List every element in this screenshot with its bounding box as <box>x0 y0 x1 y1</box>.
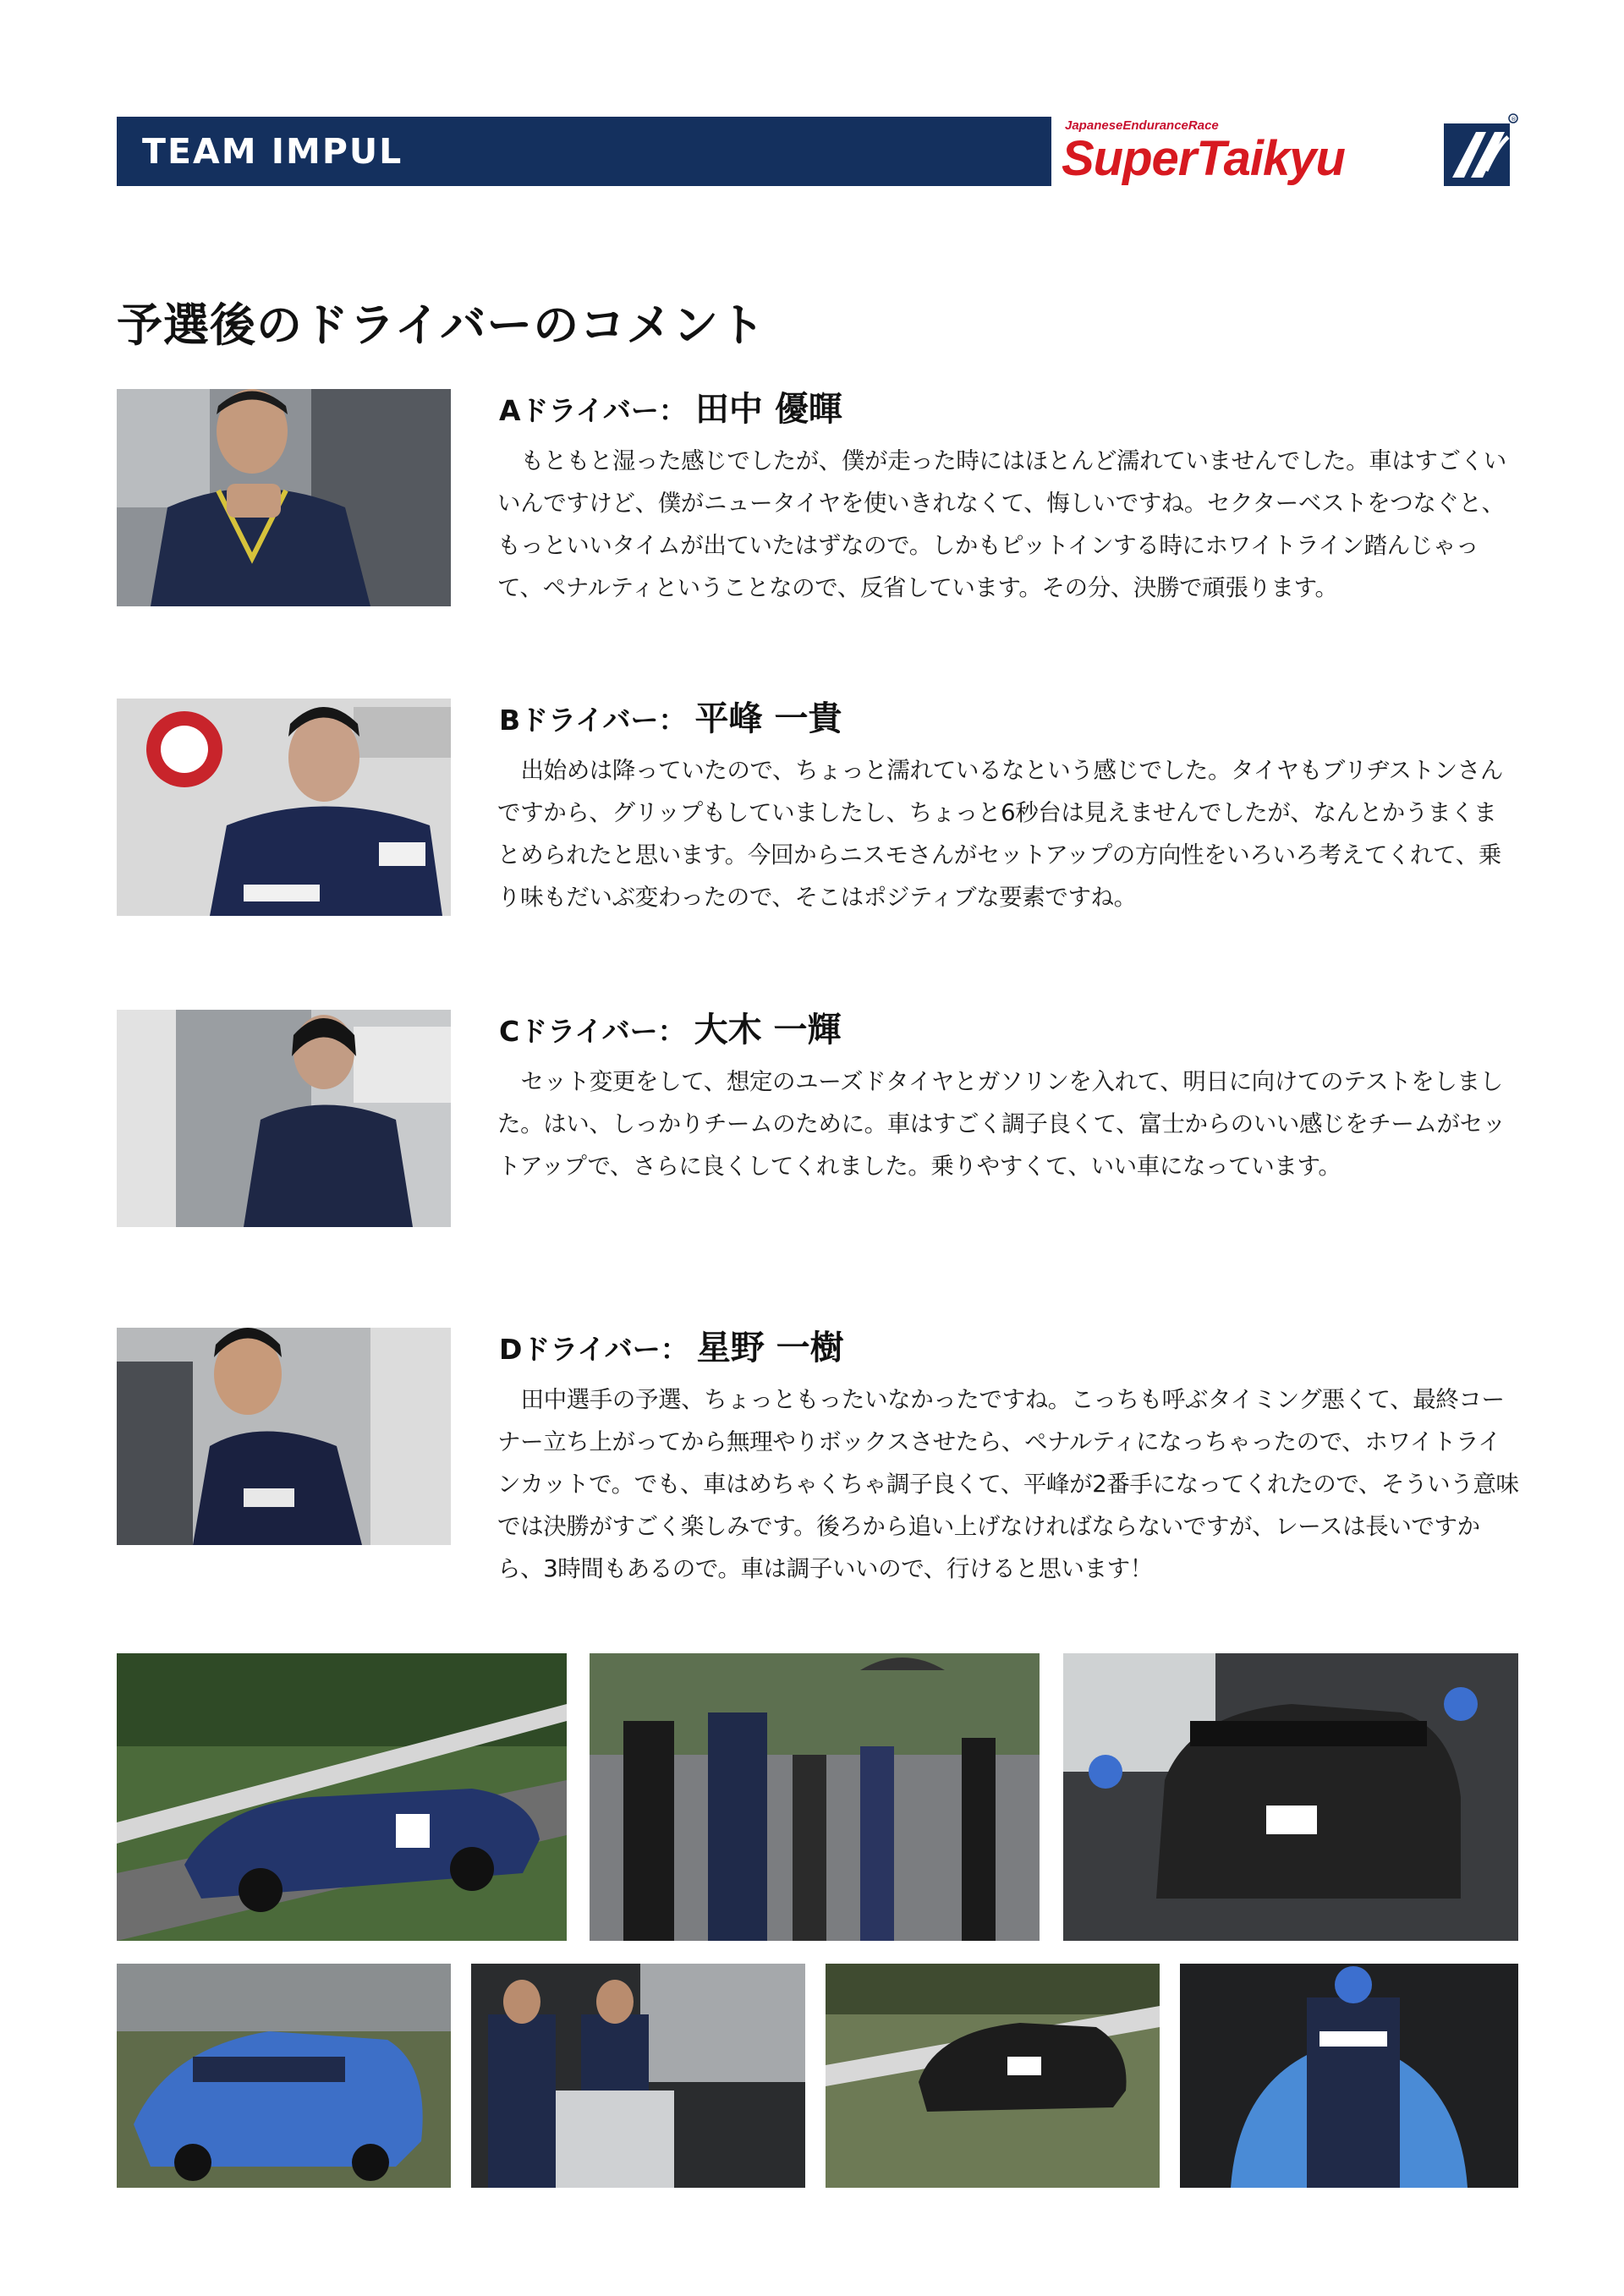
logo-subtitle: JapaneseEnduranceRace <box>1065 118 1219 133</box>
page-title: 予選後のドライバーのコメント <box>117 299 766 352</box>
gallery-photo-team-walk <box>590 1653 1040 1941</box>
logo-wordmark: SuperTaikyu <box>1062 131 1345 186</box>
gallery-photo-car-rear <box>826 1964 1160 2188</box>
driver-a-comment: もともと湿った感じでしたが、僕が走った時にはほとんど濡れていませんでした。車はすごくいいんですけど、僕がニュータイヤを使いきれなくて、悔しいですね。セクターベストをつなぐと、もっといいタイムが出ていたはずなので。しかもピットインする時にホワイトライン踏んじゃって、ペナルティということなので、反省しています。その分、決勝で頑張ります。 <box>497 447 1506 601</box>
registered-mark: ® <box>1511 116 1517 123</box>
header-bar <box>117 117 1051 186</box>
driver-a-heading <box>499 382 842 430</box>
team-name: TEAM IMPUL <box>142 131 403 172</box>
driver-c-photo <box>117 1010 451 1227</box>
driver-b-label: Bドライバー： <box>499 704 687 737</box>
driver-b-name: 平峰 一貴 <box>694 699 842 738</box>
super-taikyu-logo <box>1062 112 1518 191</box>
driver-d-heading <box>499 1321 844 1369</box>
gallery-photo-drivers-pit <box>471 1964 805 2188</box>
driver-b-heading <box>499 692 842 740</box>
driver-c-name: 大木 一輝 <box>694 1011 842 1049</box>
logo-mark-icon <box>1442 112 1518 191</box>
driver-d-comment: 田中選手の予選、ちょっともったいなかったですね。こっちも呼ぶタイミング悪くて、最終コーナー立ち上がってから無理やりボックスさせたら、ペナルティになっちゃったので、ホワイトラインカットで。でも、車はめちゃくちゃ調子良くて、平峰が2番手になってくれたので、そういう意味では決勝がすごく楽しみです。後ろから追い上げなければならないですが、レースは長いですから、3時間もあるので。車は調子いいので、行けると思います！ <box>497 1386 1519 1582</box>
driver-c-heading <box>499 1003 842 1051</box>
driver-b-comment: 出始めは降っていたので、ちょっと濡れているなという感じでした。タイヤもブリヂストンさんですから、グリップもしていましたし、ちょっと6秒台は見えませんでしたが、なんとかうまくまとめられたと思います。今回からニスモさんがセットアップの方向性をいろいろ考えてくれて、乗り味もだいぶ変わったので、そこはポジティブな要素ですね。 <box>497 757 1503 911</box>
driver-d-label: Dドライバー： <box>499 1333 689 1366</box>
driver-d-name: 星野 一樹 <box>696 1329 844 1367</box>
driver-d-photo <box>117 1328 451 1545</box>
gallery-photo-car-front <box>117 1964 451 2188</box>
driver-a-label: Aドライバー： <box>499 394 687 427</box>
driver-b-photo <box>117 699 451 916</box>
gallery-photo-pit-stop <box>1063 1653 1518 1941</box>
gallery-photo-car-track <box>117 1653 567 1941</box>
driver-a-photo <box>117 389 451 606</box>
gallery-photo-mechanic <box>1180 1964 1518 2188</box>
driver-a-name: 田中 優暉 <box>694 390 842 429</box>
driver-c-comment: セット変更をして、想定のユーズドタイヤとガソリンを入れて、明日に向けてのテストをしました。はい、しっかりチームのために。車はすごく調子良くて、富士からのいい感じをチームがセットアップで、さらに良くしてくれました。乗りやすくて、いい車になっています。 <box>497 1068 1506 1180</box>
driver-c-label: Cドライバー： <box>499 1015 686 1048</box>
